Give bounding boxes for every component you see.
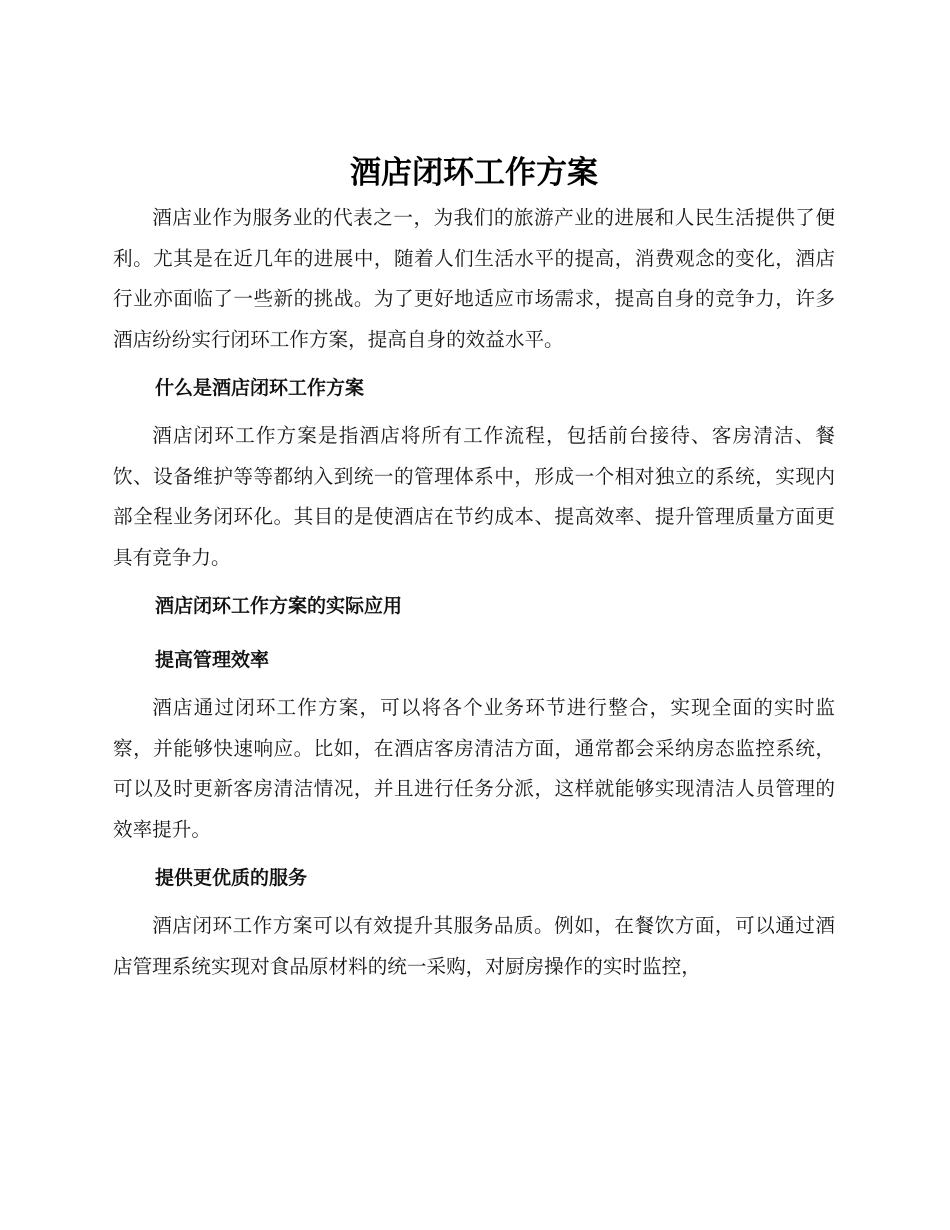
- section-paragraph-service: 酒店闭环工作方案可以有效提升其服务品质。例如，在餐饮方面，可以通过酒店管理系统实现对食品原材料的统一采购，对厨房操作的实时监控，: [113, 914, 835, 978]
- spacer: [113, 850, 835, 858]
- document-title: 酒店闭环工作方案: [350, 155, 598, 191]
- spacer: [113, 360, 835, 368]
- spacer: [113, 680, 835, 688]
- section-heading-service: 提供更优质的服务: [155, 867, 308, 889]
- section-paragraph-efficiency: 酒店通过闭环工作方案，可以将各个业务环节进行整合，实现全面的实时监察，并能够快速响应。比如，在酒店客房清洁方面，通常都会采纳房态监控系统，可以及时更新客房清洁情况，并且进行任务分派，这样就能够实现清洁人员管理的效率提升。: [113, 696, 835, 841]
- intro-paragraph: 酒店业作为服务业的代表之一，为我们的旅游产业的进展和人民生活提供了便利。尤其是在近几年的进展中，随着人们生活水平的提高，消费观念的变化，酒店行业亦面临了一些新的挑战。为了更好地适应市场需求，提高自身的竞争力，许多酒店纷纷实行闭环工作方案，提高自身的效益水平。: [113, 206, 835, 351]
- spacer: [113, 578, 835, 586]
- spacer: [113, 408, 835, 416]
- spacer: [113, 898, 835, 906]
- section-heading-efficiency: 提高管理效率: [155, 649, 270, 671]
- section-paragraph-what-is: 酒店闭环工作方案是指酒店将所有工作流程，包括前台接待、客房清洁、餐饮、设备维护等等都纳入到统一的管理体系中，形成一个相对独立的系统，实现内部全程业务闭环化。其目的是使酒店在节约成本、提高效率、提升管理质量方面更具有竞争力。: [113, 424, 835, 569]
- spacer: [113, 626, 835, 640]
- section-heading-application: 酒店闭环工作方案的实际应用: [155, 595, 403, 617]
- section-heading-what-is: 什么是酒店闭环工作方案: [155, 377, 365, 399]
- document-content: [113, 148, 835, 987]
